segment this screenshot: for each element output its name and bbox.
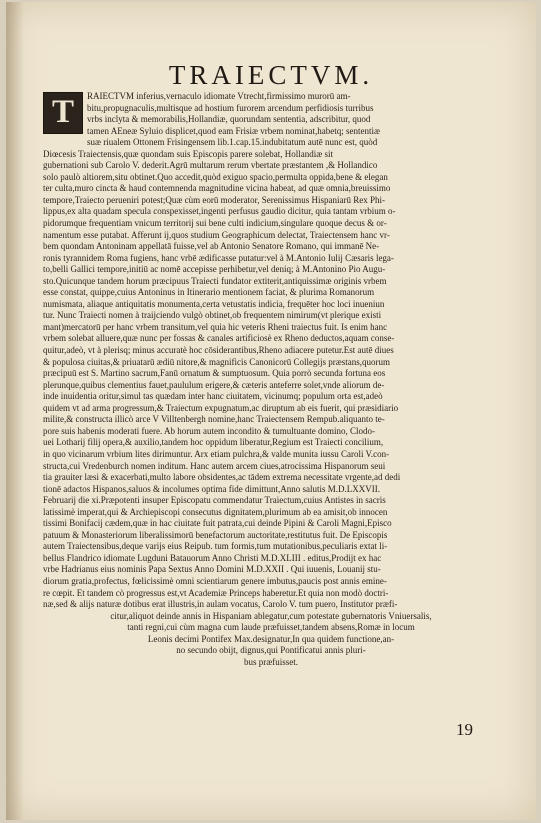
- text-line: pore suis habenis moderati fuere. Ab horum autem incondito & tumultuante domino, Clodo-: [43, 425, 375, 436]
- page-number: 19: [456, 720, 473, 739]
- page-title: TRAIECTVM.: [168, 60, 374, 90]
- text-line: vrbem solebat alluere,quæ nunc per fossas & canales artificiosè ex Rheno deductos,aquam conse-: [43, 333, 395, 344]
- text-line: to,belli Gallici tempore,initiū ac nomē accepisse perhibetur,vel deniq; à M.Antonino Pio Augu-: [43, 264, 386, 275]
- text-line: Leonis decimi Pontifex Max.designatur,In qua quidem functione,an-: [147, 633, 395, 644]
- text-line: gubernationi sub Carolo V. dederit.Agrū multarum rerum vbertate præstantem ,& Hollandico: [43, 160, 378, 171]
- text-line: uei Lotharij filij opera,& auxilio,tandem hoc oppidum liberatur,Regium est Traiecti concilium,: [43, 437, 384, 448]
- text-line: namentum esse putabat. Afferunt ij,quos studium Geographicum delectat, Traiectensem hanc vr-: [43, 229, 390, 240]
- text-line: vrbs inclyta & memorabilis,Hollandiæ, quorundam sententia, adscribitur, quod: [87, 114, 371, 125]
- text-line: bitu,propugnaculis,multisque ad hostium furorem arcendum perfidiosis turribus: [87, 102, 374, 113]
- text-line: vrbe Hadrianus eius nominis Papa Sextus Anno Domini M.D.XXII . Qui iuuenis, Louanij stu-: [43, 564, 381, 575]
- body-text: [43, 91, 517, 611]
- text-line: lippus,ex alta quadam specula conspexisset,ingenti perfusus gaudio dicitur, quia tantam vrbium o-: [43, 206, 396, 217]
- text-line: tur. Nunc Traiecti nomen à traijciendo vulgò obtinet,ob frequentem nimirum(vt plerique existi: [43, 310, 382, 321]
- text-line: sto.Quicunque tandem horum præcipuus Traiecti fundator extiterit,antiquissimæ originis vrbem: [43, 275, 387, 286]
- text-line: patuum & Monasteriorum liberalissimorū benefactorum auctoritate,restitutus fuit. De Episcopis: [43, 529, 388, 540]
- text-line: citur,aliquot deinde annis in Hispaniam ablegatur,cum potestate gubernatoris Vniuersalis,: [110, 610, 432, 621]
- drop-cap-letter: T: [51, 94, 74, 130]
- text-line: Diœcesis Traiectensis,quæ quondam suis Episcopis parere solebat, Hollandiæ sit: [43, 148, 333, 159]
- text-line: tamen AEneæ Syluio displicet,quod eam Frisiæ vrbem nominat,habetq; sententiæ: [87, 125, 380, 136]
- text-line: ter culta,muro cincta & haud contemnenda magnitudine vicina habeat, ad quæ omnia,breuissimo: [43, 183, 391, 194]
- text-line: in quo vicinarum vrbium lites dirimuntur. Arx etiam pulchra,& valde munita iussu Caroli V.con-: [43, 448, 390, 459]
- text-line: quitur,adeò, vt à plerisq; minus accuratè hoc cōsiderantibus,Rheno adiacere putetur.Est autē diues: [43, 345, 394, 356]
- text-line: milite,& constructa illicò arce V Villtenbergh nomine,hanc Traiectensem Rempub.aliquanto te-: [43, 414, 385, 425]
- text-line: structa,cui Vredenburch nomen inditum. Hanc autem arcem ciues,atrocissima Hispanorum seui: [43, 460, 386, 471]
- text-line: tissimi Bonifacij cædem,quæ in hac ciuitate fuit patrata,cui deinde Pipini & Caroli Magni,Episco: [43, 518, 392, 529]
- text-line: suæ riualem Ottonem Frisingensem lib.1.cap.15.indubitatum autē nunc est, quòd: [87, 137, 378, 148]
- text-line: quidem vt ad arma progressum,& Traiectum expugnatum,ac diruptum ab eis fuerit, qui præsidiario: [43, 402, 399, 413]
- text-line: tempore,Traiecto perueniri potest;Quæ cùm eorū moderator, Serenissimus Hispaniarū Rex Phi-: [43, 194, 385, 205]
- text-line: pidorumque frequentiam vnicum territorij sui bene culti indicium,singulare quoque decus & or-: [43, 218, 387, 229]
- text-line: ronis tyrannidem Roma fugiens, hanc vrbē ædificasse putatur:vel à M.Antonio Iulij Cæsaris lega-: [43, 252, 394, 263]
- book-page: [6, 2, 536, 820]
- text-line: tia grauiter læsi & exacerbati,multo labore obsidentes,ac tādem extrema necessitate vrgente,ad dedi: [43, 472, 401, 483]
- text-line: præcipuū est S. Martino sacrum,Fanū ornatum & sumptuosum. Quia porrò secunda fortuna eos: [43, 368, 386, 379]
- text-line: re cœpit. Et tandem cò progressus est,vt Academiæ Princeps haberetur.Et quia non modò doctri-: [43, 587, 389, 598]
- text-line: bus præfuisset.: [244, 656, 298, 667]
- text-line: inde inuidentia oritur,simul tas quædam inter hanc ciuitatem, vicinumq; populum orta est,adeò: [43, 391, 383, 402]
- text-line: latissimè imperat,qui & Archiepiscopi consecutus dignitatem,plurimum ab ea amisit,ob innocen: [43, 506, 388, 517]
- text-line: numismata, aliaque antiquitatis monumenta,certa vetustatis indicia, frequēter hoc loci inueniun: [43, 298, 385, 309]
- text-line: tionē adactos Hispanos,saluos & incolumes optima fide dimittunt,Anno salutis M.D.LXXVII.: [43, 483, 380, 494]
- text-line: diorum gratia,profectus, fœlicissimè omni scientiarum genere imbutus,paucis post annis emine-: [43, 575, 387, 586]
- text-line: mant)mercatorū per hanc vrbem transitum,vel quia hic veteris Rheni traiectus fuit. Is enim hanc: [43, 321, 388, 332]
- text-line: RAIECTVM inferius,vernaculo idiomate Vtrecht,firmissimo murorū am-: [87, 91, 351, 101]
- text-line: Februarij die xi.Præpotenti insuper Episcopatu commendatur Traiectum,cuius Antistes in sacris: [43, 495, 386, 506]
- text-line: tanti regni,cui cùm magna cum laude præfuisset,tandem absens,Romæ in locum: [127, 622, 415, 633]
- text-line: plerunque,quibus clementius fauet,paululum erigere,& cæteris anteferre solet,vnde aliorum de-: [43, 379, 385, 390]
- text-line: esse constat, quippe,cuius Antoninus in Itinerario mentionem faciat, & plurima Romanorum: [43, 287, 375, 298]
- text-line: bellus Flandrico idiomate Lugduni Batauorum Anno Christi M.D.XLIII . editus,Prodijt ex hac: [43, 552, 382, 563]
- text-line: & populosa ciuitas,& priuatarū ædiū nitore,& magnificis Canonicorū Collegijs præstans,quorum: [43, 356, 390, 367]
- text-line: næ,sed & alijs naturæ dotibus erat illustris,in aulam vocatus, Carolo V. tum puero, Institutor præfi-: [43, 599, 398, 610]
- text-line: bem quondam Antoninam appellatā fuisse,vel ab Antonio Senatore Romano, qui immanē Ne-: [43, 241, 380, 252]
- text-line: autem Traiectensibus,deque varijs eius Reipub. tum formis,tum mutationibus,peculiaris extat li-: [43, 541, 388, 552]
- text-line: no secundo obijt, dignus,qui Pontificatui annis pluri-: [176, 645, 366, 656]
- text-line: solo paulò altiorem,situ obtinet.Quo accedit,quòd exiguo spacio,permulta oppida,bene & elegan: [43, 171, 388, 182]
